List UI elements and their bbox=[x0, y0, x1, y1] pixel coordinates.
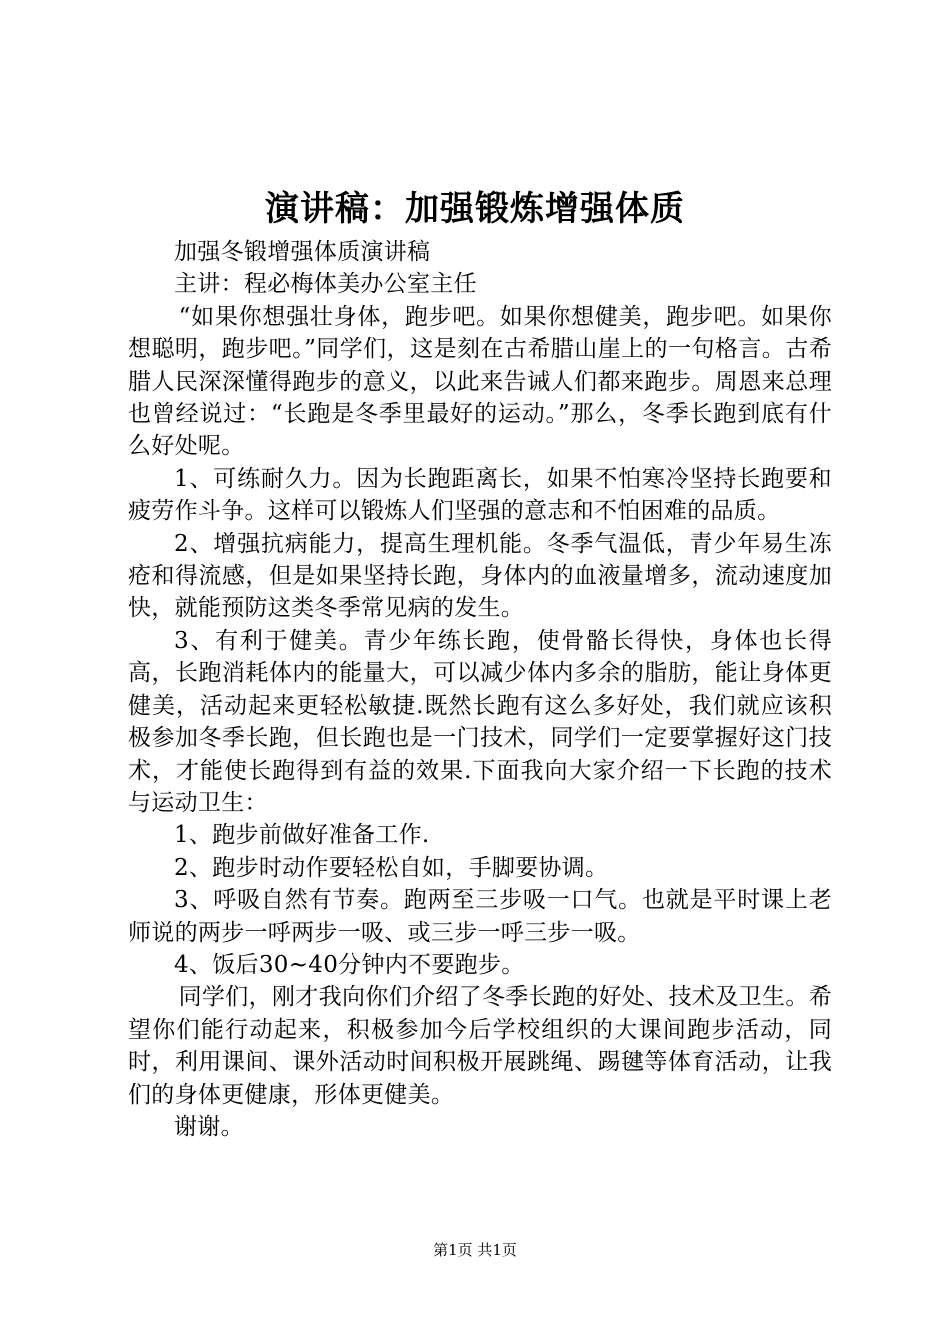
body-paragraph: 3、有利于健美。青少年练长跑，使骨骼长得快，身体也长得高，长跑消耗体内的能量大，可以减少体内多余的脂肪，能让身体更健美，活动起来更轻松敏捷.既然长跑有这么多好处，我们就应该积极参加冬季长跑，但长跑也是一门技术，同学们一定要掌握好这门技术，才能使长跑得到有益的效果.下面我向大家介绍一下长跑的技术与运动卫生： bbox=[128, 627, 832, 816]
list-item-paragraph: 2、跑步时动作要轻松自如，手脚要协调。 bbox=[174, 854, 609, 881]
subtitle-paragraph: 加强冬锻增强体质演讲稿 bbox=[174, 239, 431, 265]
page-footer: 第1页 共1页 bbox=[433, 1241, 517, 1259]
body-paragraph: 2、增强抗病能力，提高生理机能。冬季气温低，青少年易生冻疮和得流感，但是如果坚持长跑，身体内的血液量增多，流动速度加快，就能预防这类冬季常见病的发生。 bbox=[128, 530, 832, 622]
list-item-paragraph: 1、跑步前做好准备工作. bbox=[174, 822, 430, 849]
thanks-paragraph: 谢谢。 bbox=[174, 1113, 244, 1140]
list-item-paragraph: 3、呼吸自然有节奏。跑两至三步吸一口气。也就是平时课上老师说的两步一呼两步一吸、或三步一呼三步一吸。 bbox=[128, 887, 832, 946]
list-item-paragraph: 4、饭后30~40分钟内不要跑步。 bbox=[174, 951, 525, 978]
document-title: 演讲稿：加强锻炼增强体质 bbox=[265, 189, 685, 229]
speaker-paragraph: 主讲：程必梅体美办公室主任 bbox=[174, 271, 477, 298]
body-paragraph: “如果你想强壮身体，跑步吧。如果你想健美，跑步吧。如果你想聪明，跑步吧。”同学们，这是刻在古希腊山崖上的一句格言。古希腊人民深深懂得跑步的意义，以此来告诫人们都来跑步。周恩来总理也曾经说过：“长跑是冬季里最好的运动。”那么，冬季长跑到底有什么好处呢。 bbox=[128, 303, 832, 460]
body-paragraph: 1、可练耐久力。因为长跑距离长，如果不怕寒冷坚持长跑要和疲劳作斗争。这样可以锻炼人们坚强的意志和不怕困难的品质。 bbox=[128, 465, 832, 525]
closing-paragraph: 同学们，刚才我向你们介绍了冬季长跑的好处、技术及卫生。希望你们能行动起来，积极参加今后学校组织的大课间跑步活动，同时，利用课间、课外活动时间积极开展跳绳、踢毽等体育活动，让我们的身体更健康，形体更健美。 bbox=[128, 984, 832, 1108]
document-body bbox=[128, 236, 832, 1143]
